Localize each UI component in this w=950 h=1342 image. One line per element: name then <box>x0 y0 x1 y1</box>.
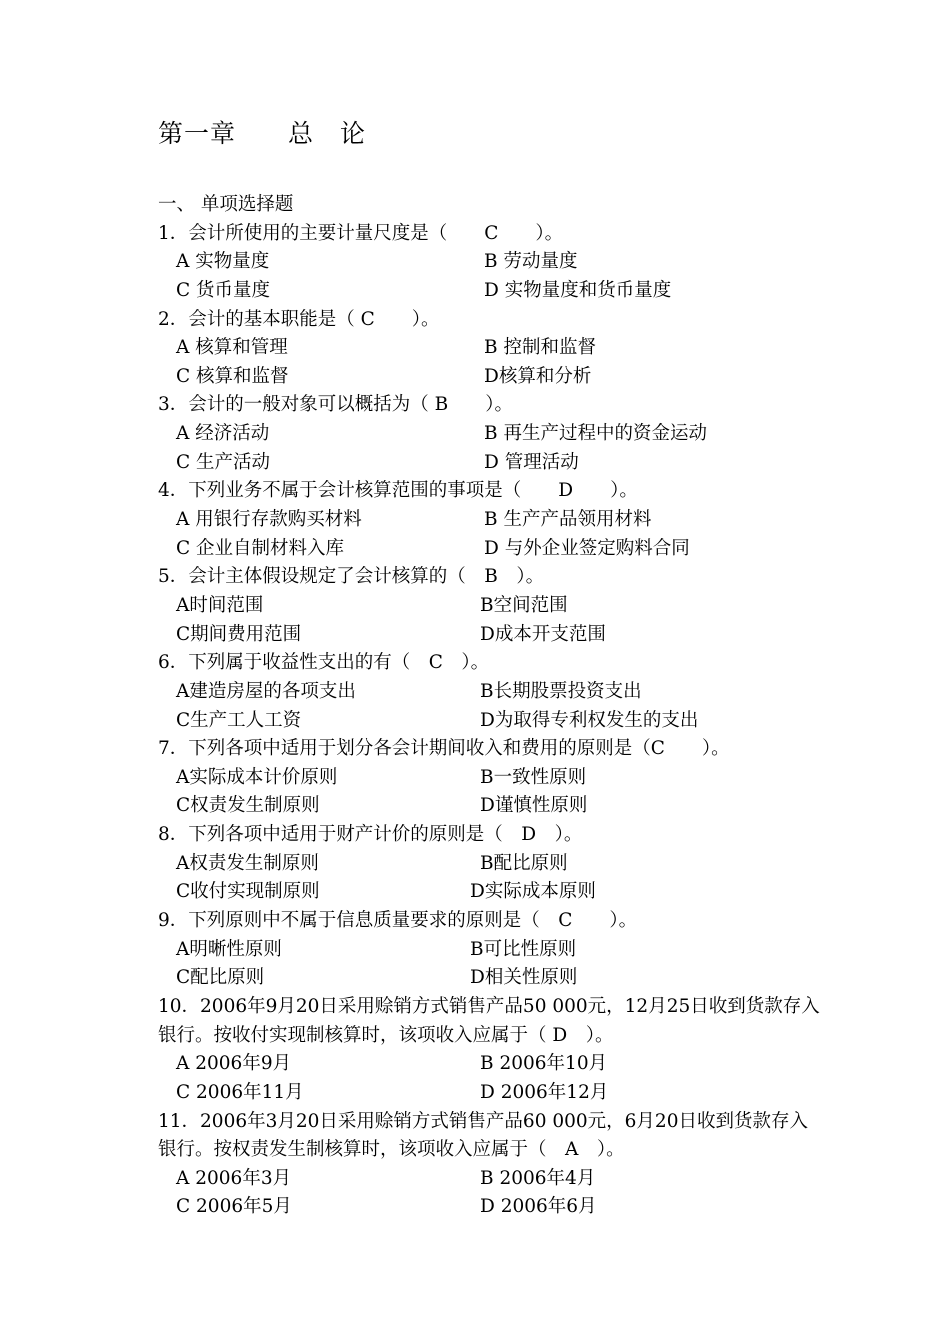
option-a: A时间范围 <box>176 594 264 616</box>
question-stem-continued: 银行。按收付实现制核算时，该项收入应属于（ D ）。 <box>158 1024 614 1046</box>
option-c: C 2006年5月 <box>176 1196 292 1218</box>
option-d: D成本开支范围 <box>480 623 606 645</box>
option-d: D谨慎性原则 <box>480 795 588 817</box>
question-stem-continued: 银行。按权责发生制核算时，该项收入应属于（ A ）。 <box>158 1139 625 1161</box>
option-a: A 2006年3月 <box>176 1167 292 1189</box>
option-c: C生产工人工资 <box>176 709 302 731</box>
option-d: D 2006年12月 <box>480 1081 609 1103</box>
option-b: B长期股票投资支出 <box>480 680 642 702</box>
option-c: C期间费用范围 <box>176 623 302 645</box>
option-d: D为取得专利权发生的支出 <box>480 709 699 731</box>
option-c: C 企业自制材料入库 <box>176 537 345 559</box>
option-b: B 劳动量度 <box>484 251 578 273</box>
option-b: B一致性原则 <box>480 766 587 788</box>
option-d: D相关性原则 <box>470 967 578 989</box>
option-b: B配比原则 <box>480 852 568 874</box>
question-stem: 8．下列各项中适用于财产计价的原则是（ D ）。 <box>158 824 583 846</box>
option-c: C 货币量度 <box>176 279 271 301</box>
option-b: B 控制和监督 <box>484 337 596 359</box>
option-a: A权责发生制原则 <box>176 852 319 874</box>
option-c: C 生产活动 <box>176 451 271 473</box>
option-d: D实际成本原则 <box>470 881 596 903</box>
question-stem: 6．下列属于收益性支出的有（ C ）。 <box>158 652 490 674</box>
chapter-title: 第一章 总 论 <box>158 119 367 148</box>
option-b: B 再生产过程中的资金运动 <box>484 423 707 445</box>
option-c: C配比原则 <box>176 967 265 989</box>
option-d: D 与外企业签定购料合同 <box>484 537 690 559</box>
question-stem: 1．会计所使用的主要计量尺度是（ C ）。 <box>158 222 564 244</box>
option-b: B 生产产品领用材料 <box>484 509 652 531</box>
option-b: B 2006年10月 <box>480 1053 608 1075</box>
question-list <box>158 191 858 1222</box>
option-a: A 实物量度 <box>176 251 270 273</box>
option-a: A 经济活动 <box>176 423 270 445</box>
question-stem: 9．下列原则中不属于信息质量要求的原则是（ C ）。 <box>158 910 638 932</box>
option-d: D核算和分析 <box>484 365 592 387</box>
question-stem: 7．下列各项中适用于划分各会计期间收入和费用的原则是（C ）。 <box>158 738 730 760</box>
section-title: 一、 单项选择题 <box>158 194 294 215</box>
option-b: B 2006年4月 <box>480 1167 596 1189</box>
option-a: A 2006年9月 <box>176 1053 292 1075</box>
option-c: C收付实现制原则 <box>176 881 320 903</box>
option-a: A实际成本计价原则 <box>176 766 338 788</box>
option-c: C 2006年11月 <box>176 1081 304 1103</box>
question-stem: 10．2006年9月20日采用赊销方式销售产品50 000元，12月25日收到货款存入 <box>158 995 820 1017</box>
option-a: A明晰性原则 <box>176 938 282 960</box>
option-b: B空间范围 <box>480 594 568 616</box>
option-a: A建造房屋的各项支出 <box>176 680 356 702</box>
option-b: B可比性原则 <box>470 938 577 960</box>
question-stem: 11．2006年3月20日采用赊销方式销售产品60 000元，6月20日收到货款存入 <box>158 1110 808 1132</box>
question-stem: 5．会计主体假设规定了会计核算的（ B ）。 <box>158 566 545 588</box>
option-d: D 管理活动 <box>484 451 579 473</box>
option-a: A 核算和管理 <box>176 337 288 359</box>
question-stem: 2．会计的基本职能是（ C ）。 <box>158 308 440 330</box>
option-c: C权责发生制原则 <box>176 795 320 817</box>
option-d: D 2006年6月 <box>480 1196 597 1218</box>
option-c: C 核算和监督 <box>176 365 289 387</box>
question-stem: 3．会计的一般对象可以概括为（ B ）。 <box>158 394 513 416</box>
option-a: A 用银行存款购买材料 <box>176 509 362 531</box>
option-d: D 实物量度和货币量度 <box>484 279 672 301</box>
question-stem: 4．下列业务不属于会计核算范围的事项是（ D ）。 <box>158 480 638 502</box>
